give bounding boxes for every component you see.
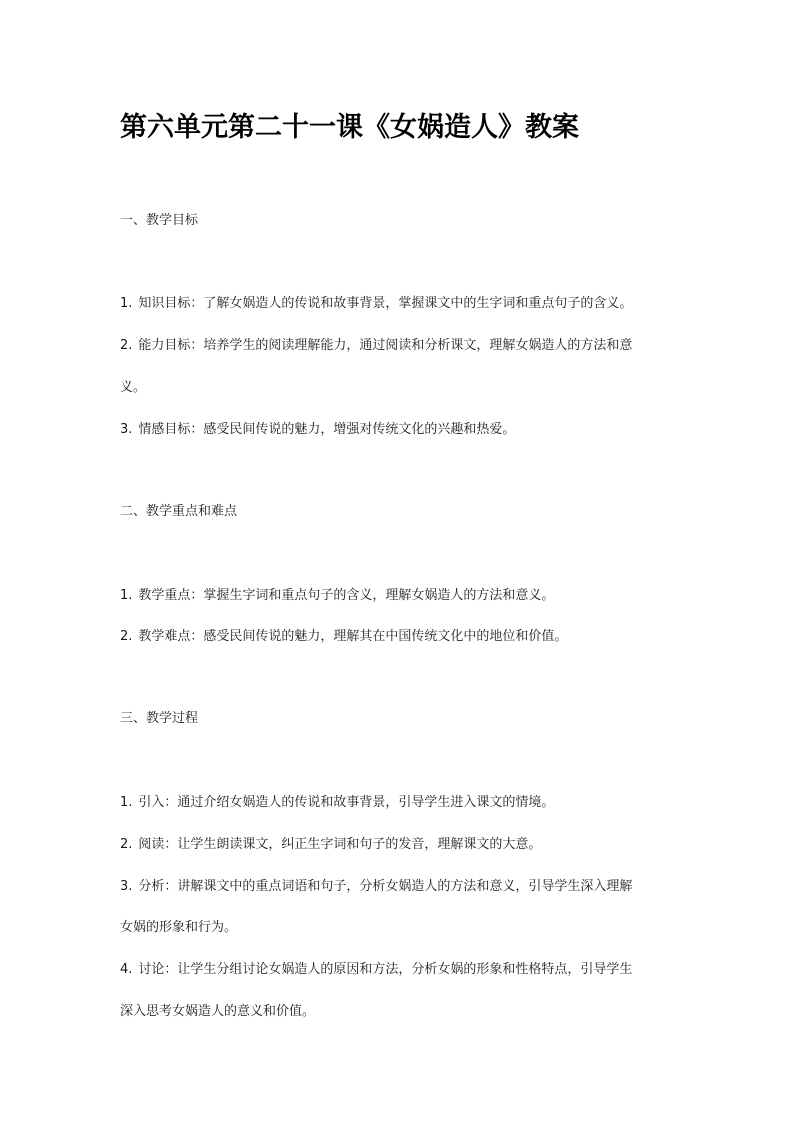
section-heading-teaching-process: 三、教学过程 <box>120 711 199 726</box>
list-item-analysis <box>120 877 632 897</box>
item-text: 教学难点：感受民间传说的魅力，理解其在中国传统文化中的地位和价值。 <box>138 629 568 644</box>
list-item-emotional-objective <box>120 420 515 440</box>
item-number: 4. <box>120 962 133 977</box>
item-text-continuation: 义。 <box>120 380 147 395</box>
item-number: 1. <box>120 296 133 311</box>
list-item-reading <box>120 835 541 855</box>
list-item-key-point <box>120 586 554 606</box>
item-text: 讨论：让学生分组讨论女娲造人的原因和方法，分析女娲的形象和性格特点，引导学生 <box>138 962 633 977</box>
section-heading-teaching-objectives: 一、教学目标 <box>120 213 199 228</box>
list-item-ability-objective <box>120 336 632 356</box>
section-heading-key-points: 二、教学重点和难点 <box>120 504 238 519</box>
item-number: 2. <box>120 338 133 353</box>
item-number: 2. <box>120 629 133 644</box>
item-text: 分析：讲解课文中的重点词语和句子，分析女娲造人的方法和意义，引导学生深入理解 <box>138 879 633 894</box>
item-text: 情感目标：感受民间传说的魅力，增强对传统文化的兴趣和热爱。 <box>138 422 516 437</box>
item-text: 能力目标：培养学生的阅读理解能力，通过阅读和分析课文，理解女娲造人的方法和意 <box>138 338 633 353</box>
item-text: 阅读：让学生朗读课文，纠正生字词和句子的发音，理解课文的大意。 <box>138 837 542 852</box>
document-title: 第六单元第二十一课《女娲造人》教案 <box>120 112 579 143</box>
item-text-continuation: 深入思考女娲造人的意义和价值。 <box>120 1004 316 1019</box>
item-text-continuation: 女娲的形象和行为。 <box>120 920 238 935</box>
item-number: 3. <box>120 422 133 437</box>
item-number: 3. <box>120 879 133 894</box>
item-text: 知识目标：了解女娲造人的传说和故事背景，掌握课文中的生字词和重点句子的含义。 <box>138 296 633 311</box>
item-number: 2. <box>120 837 133 852</box>
list-item-difficult-point <box>120 627 567 647</box>
item-text: 引入：通过介绍女娲造人的传说和故事背景，引导学生进入课文的情境。 <box>138 795 555 810</box>
item-text: 教学重点：掌握生字词和重点句子的含义，理解女娲造人的方法和意义。 <box>138 588 555 603</box>
list-item-introduction <box>120 793 554 813</box>
list-item-discussion <box>120 960 632 980</box>
list-item-knowledge-objective <box>120 294 632 314</box>
item-number: 1. <box>120 795 133 810</box>
item-number: 1. <box>120 588 133 603</box>
